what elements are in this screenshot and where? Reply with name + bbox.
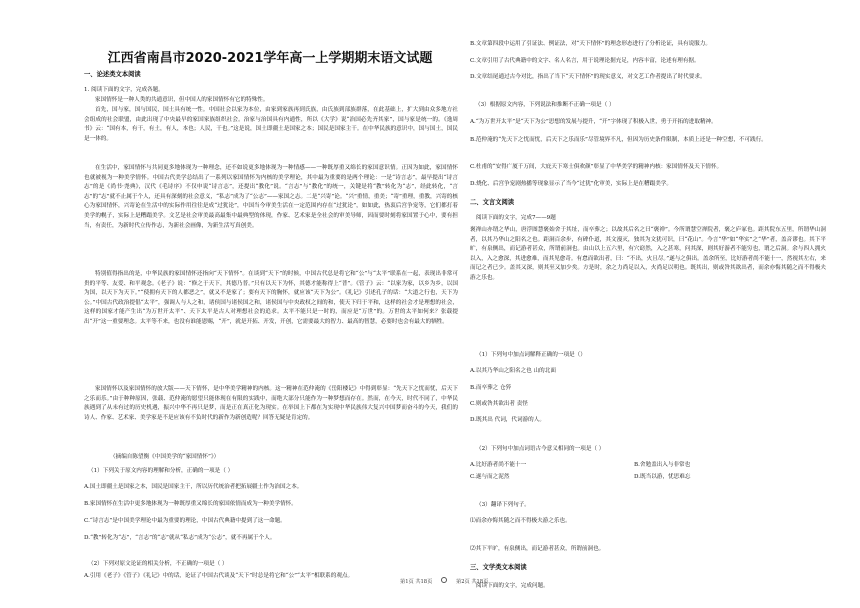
- passage-paragraph-3: 在生活中，家国情怀与共同更多地体现为一种理念，还不如说更多地体现为一种情感——一种既厚重又绵长的家国意识情。正因为如此，家国情怀也就被视为一种美学情怀。中国古代美学总结出了一系列以家国情怀为内核的美学理论，其中最为重要的是两个理论：一是“诗言志”，最早提出“诗言志”的是《尚书·尧典》，汉代《毛诗序》不仅申说“诗言志”，还提出“教化”说。“言志”与“教化”的统一，关键是将“教”转化为“志”，经此转化，“言志”的“志”就不止属于个人，还具有深刻的社会意义，“私志”成为了“公志”——家国之志。二是“兴寄”论。“兴”重情，重美；“寄”重理，重教，兴寄的核心为家国情怀，兴寄论在生活中的实际作用往往是成“过犹论”，中国当今审美生活在一定范围内存在“过犹论”，如如此，热衷后宫争宠等，它们都打着美学的幌子，实际上是糟蹋美学。文艺是社会审美最高最集中最典型的体现，作家、艺术家是全社会的审美导师，因而要时刻将家国置于心中，要有担当，有责任，为新时代立传作志，为新社会画像，为新生活写真创美。: [84, 165, 458, 229]
- classical-passage: 褒禅山亦谓之华山，唐浮图慧褒始舍于其址，而卒葬之；以故其后名之曰“褒禅”。今所谓慧空禅院者，褒之庐冢也。距其院东五里，所谓华山洞者，以其乃华山之阳名之也。距洞百余步，有碑仆道，其文漫灭，独其为文犹可识，曰“花山”。今言“华”如“华实”之“华”者，盖音谬也。其下平旷，有泉侧出，而记游者甚众，所谓前洞也。由山以上五六里，有穴窈然，入之甚寒，问其深，则其好游者不能穷也，谓之后洞。余与四人拥火以入，入之愈深，其进愈难，而其见愈奇。有怠而欲出者，曰：“不出，火且尽。”遂与之俱出。盖余所至，比好游者尚不能十一，然视其左右，来而记之者已少。盖其又深，则其至又加少矣。方是时，余之力尚足以入，火尚足以明也。既其出，则或咎其欲出者，而余亦悔其随之而不得极夫游之乐也。: [470, 227, 826, 281]
- page-number-left: 第1页 共18页: [400, 579, 433, 585]
- passage-paragraph-4: 特别值得指出的是，中华民族的家国情怀还指向“天下情怀”。在谈到“天下”的时候，中国古代总是将它和“公”与“太平”联系在一起，表现出非常可贵的平等、友爱、和平观念。《老子》说：“修之于天下，其德乃普。”只有以天下为怀，其德才能称得上“普”。《管子》云：“以家为家，以乡为乡，以国为国，以天下为天下。”“使拥有天下的人都恶之”，就又不是家了；要有天下的胸怀，就应该“天下为公”。《礼记》引述孔子的话：“大道之行也，天下为公。”中国古代政治提倡“太平”，强调人与人之和，诸侯国与诸侯国之和，诸侯国与中央政权之间的和，使天下归于平和，这样的社会才是理想的社会，这样的国家才能产生出“为万世开太平”、天下太平是古人对理想社会的追求。太平不能只是一时的，而应是“万世”的。万世的太平如何来？张载提出“开”这一重要理念。太平等不来，也没有谁能恩赐，“开”，就是开拓、开发，开创，它需要最大的智力、最高的智慧，必要时也会有最大的牺牲。: [84, 271, 458, 325]
- question-3-option-b: B.范仲淹的“先天下之忧而忧，后天下之乐而乐”尽管境界不凡，但因为历史条件限制，本质上还是一种空想，不可践行。: [470, 137, 767, 143]
- passage-paragraph-2: 首先，国与家，国与国民，国土具有统一性。中国社会以家为本位，由家到家族再到氏族，由氏族到部族群落，在此基础上，扩大到由众多地方社会组成的社会联盟，由此出现了中央最早的家国家族组织社会。治家与治国具有内通性，所以《大学》说“治国必先齐其家”，国与家是统一的。《逸周书》云：“国有本，有干，有土，有人，本也；人民，干也。”这是说，国土即疆土是国家之本；国民是国家主干。在中华民族的意识中，国与国土，国民是一体的。: [84, 107, 458, 142]
- section-heading-3: 三、文学类文本阅读: [470, 564, 527, 571]
- question-9-sentence-1: ⑴而余亦悔其随之而不得极夫游之乐也。: [470, 518, 571, 524]
- question-3-option-d: D.烧化、后宫争宠剧热播等现象显示了当今“过犹”化审美，实际上是在糟蹋美学。: [470, 181, 672, 187]
- question-7-option-b: B.而卒葬之 仓猝: [470, 385, 512, 391]
- question-1-intro: 1. 阅读下面的文字，完成各题。: [84, 87, 164, 93]
- page-divider-circle-icon: [441, 577, 447, 583]
- question-3-option-c: C.杜甫的“安得广厦千万间，大庇天下寒士俱欢颜”彰显了中华美学的精神内核：家国情怀及天下情怀。: [470, 164, 723, 170]
- question-8-stem: （2）下列句中加点词语古今意义相同的一项是（ ）: [476, 446, 605, 452]
- literary-reading-intro: 阅读下面的文字，完成问题。: [476, 583, 549, 589]
- question-8-option-c: C.遂与而之泥然: [470, 474, 510, 480]
- page-number-right: 第2页 共18页: [456, 579, 489, 585]
- classical-reading-intro: 阅读下面的文字，完成7——9题: [476, 215, 556, 221]
- question-7-option-d: D.既其出 代词，代词游的人。: [470, 417, 545, 423]
- question-8-option-b: B.舍勉盖出入与非常也: [634, 462, 691, 468]
- passage-paragraph-5: 家国情怀以及家国情怀的放大版——天下情怀，是中华美学精神的内核。这一精神在范仲淹的《岳阳楼记》中得到彰显：“先天下之忧而忧，后天下之乐而乐。”由于种种原因，张载、范仲淹的愿望只能体现在有限的实践中，而绝大部分只能作为一种梦想而存在。然而，在今天，时代不同了，中华民族遇到了从未有过的历史机遇，振兴中华不再只是梦，而是正在真正化为现实。在举国上下都在为实现中华民族伟大复兴中国梦而奋斗的今天，我们的诗人、作家、艺术家、美学家是不是应该有不负时代的新作为新创造呢？回答无疑是肯定的。: [84, 386, 458, 421]
- question-7-option-c: C.则或咎其欲出者 责怪: [470, 401, 528, 407]
- question-1-option-a: A.国土即疆土是国家之本，国民是国家主干，所以历代统治者把拓展疆土作为治国之本。: [84, 484, 303, 490]
- question-2-stem: （2）下列对原文论证的相关分析，不正确的一项是（ ）: [88, 561, 228, 567]
- question-1-option-c: C.“诗言志”是中国美学理论中最为重要的理论，中国古代典籍中提到了这一命题。: [84, 518, 286, 524]
- passage-paragraph-1: 家国情怀是一种人类的共通意识，但中国人的家国情怀有它的特殊性。: [95, 97, 269, 103]
- question-1-option-b: B.家国情怀在生活中更多地体现为一种既厚重又绵长的家国依情而成为一种美学情怀。: [84, 501, 297, 507]
- question-2-option-a: A.引用《老子》《管子》《礼记》中的话，论证了中国古代谈及“天下”时总是将它和“公”“太平”相联系的观点。: [84, 573, 354, 579]
- question-2-option-c: C.文章引用了古代典籍中的文字、名人名言，用于说理论据充足，内容丰富，论述有理有据。: [470, 58, 700, 64]
- question-2-option-d: D.文章结尾通过古今对比，指出了当下“天下情怀”的现实意义，对文艺工作者提出了时代要求。: [470, 74, 706, 80]
- question-8-option-d: D.既当以游，忧思难忘: [634, 474, 691, 480]
- passage-source: （摘编自陈望衡《中国美学的“家国情怀”》）: [110, 454, 220, 460]
- question-9-stem: （3）翻译下列句子。: [476, 502, 530, 508]
- section-heading-2: 二、文言文阅读: [470, 199, 515, 206]
- question-1-option-d: D.“教”转化为“志”，“言志”的“志”就从“私志”成为“公志”，就不再属于个人。: [84, 535, 276, 541]
- question-7-stem: （1）下列句中加点词解释正确的一项是（）: [476, 352, 586, 358]
- question-1-stem: （1）下列关于原文内容的理解和分析，正确的一项是（ ）: [88, 468, 234, 474]
- question-3-option-a: A.“为万世开太平”是“天下为公”思想的发展与提升，“开”字体现了积极入世，勇于开拓的进取精神。: [470, 119, 717, 125]
- question-8-option-a: A.比好游者尚不能十一: [470, 462, 527, 468]
- question-2-option-b: B.文章第四段中运用了引证法、例证法，对“天下情怀”的理念形态进行了分析论证，具有说服力。: [470, 41, 711, 47]
- question-3-stem: （3）根据原文内容，下列说法和推断不正确一项是（ ）: [475, 102, 615, 108]
- question-7-option-a: A.以其乃华山之阳名之也 山的北面: [470, 368, 556, 374]
- section-heading-1: 一、论述类文本阅读: [84, 71, 141, 78]
- document-title: 江西省南昌市2020-2021学年高一上学期期末语文试题: [107, 51, 433, 66]
- question-9-sentence-2: ⑵其下平旷，有泉侧出，而记游者甚众，所谓前洞也。: [470, 546, 605, 552]
